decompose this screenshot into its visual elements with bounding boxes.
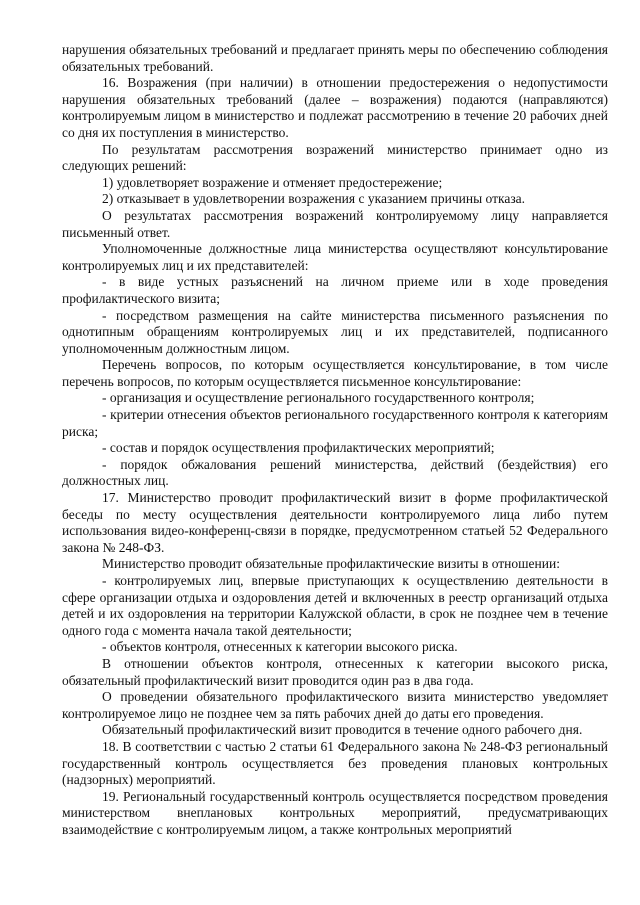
paragraph-3: 1) удовлетворяет возражение и отменяет предостережение; — [102, 174, 443, 190]
paragraph-6: Уполномоченные должностные лица министерства осуществляют консультирование контролируемых лиц и их представителей: — [62, 241, 608, 273]
paragraph-14: 17. Министерство проводит профилактический визит в форме профилактической беседы по месту осуществления деятельности контролируемого лица либо путем использования видео-конференц-связи в порядке, предусмотренном статьей 52 Федерального закона № 248-ФЗ. — [62, 490, 608, 555]
paragraph-13: - порядок обжалования решений министерства, действий (бездействия) его должностных лиц. — [62, 456, 608, 489]
paragraph-16: - контролируемых лиц, впервые приступающих к осуществлению деятельности в сфере организации отдыха и оздоровления детей и включенных в реестр организаций отдыха детей и их оздоровления на территории Калужской области, в срок не позднее чем в течение одного года с момента начала такой деятельности; — [62, 573, 608, 638]
paragraph-10: - организация и осуществление регионального государственного контроля; — [102, 390, 535, 406]
paragraph-9: Перечень вопросов, по которым осуществляется консультирование, в том числе перечень вопросов, по которым осуществляется письменное консультирование: — [62, 357, 608, 389]
paragraph-22: 19. Региональный государственный контроль осуществляется посредством проведения министерством внеплановых контрольных мероприятий, предусматривающих взаимодействие с контролируемым лицом, а также контрольных мероприятий — [62, 788, 608, 837]
paragraph-21: 18. В соответствии с частью 2 статьи 61 Федерального закона № 248-ФЗ региональный государственный контроль осуществляется без проведения плановых контрольных (надзорных) мероприятий. — [62, 738, 608, 788]
paragraph-4: 2) отказывает в удовлетворении возражения с указанием причины отказа. — [102, 191, 526, 207]
paragraph-2: По результатам рассмотрения возражений министерство принимает одно из следующих решений: — [62, 141, 608, 174]
paragraph-11: - критерии отнесения объектов регионального государственного контроля к категориям риска; — [62, 407, 608, 439]
paragraph-0: нарушения обязательных требований и предлагает принять меры по обеспечению соблюдения обязательных требований. — [62, 42, 608, 74]
paragraph-5: О результатах рассмотрения возражений контролируемому лицу направляется письменный ответ. — [62, 207, 608, 240]
paragraph-1: 16. Возражения (при наличии) в отношении предостережения о недопустимости нарушения обязательных требований (далее – возражения) подаются (направляются) контролируемым лицом в министерство и подлежат рассмотрению в течение 20 рабочих дней со дня их поступления в министерство. — [62, 75, 608, 140]
paragraph-12: - состав и порядок осуществления профилактических мероприятий; — [102, 440, 495, 456]
document-body — [62, 42, 608, 839]
paragraph-15: Министерство проводит обязательные профилактические визиты в отношении: — [102, 556, 560, 572]
paragraph-8: - посредством размещения на сайте министерства письменного разъяснения по однотипным обращениям контролируемых лиц и их представителей, подписанного уполномоченным должностным лицом. — [62, 307, 608, 356]
paragraph-17: - объектов контроля, отнесенных к категории высокого риска. — [102, 639, 458, 655]
paragraph-19: О проведении обязательного профилактического визита министерство уведомляет контролируемое лицо не позднее чем за пять рабочих дней до даты его проведения. — [62, 689, 608, 721]
paragraph-20: Обязательный профилактический визит проводится в течение одного рабочего дня. — [102, 722, 583, 738]
paragraph-7: - в виде устных разъяснений на личном приеме или в ходе проведения профилактического визита; — [62, 274, 608, 306]
paragraph-18: В отношении объектов контроля, отнесенных к категории высокого риска, обязательный профилактический визит проводится один раз в два года. — [62, 655, 608, 688]
